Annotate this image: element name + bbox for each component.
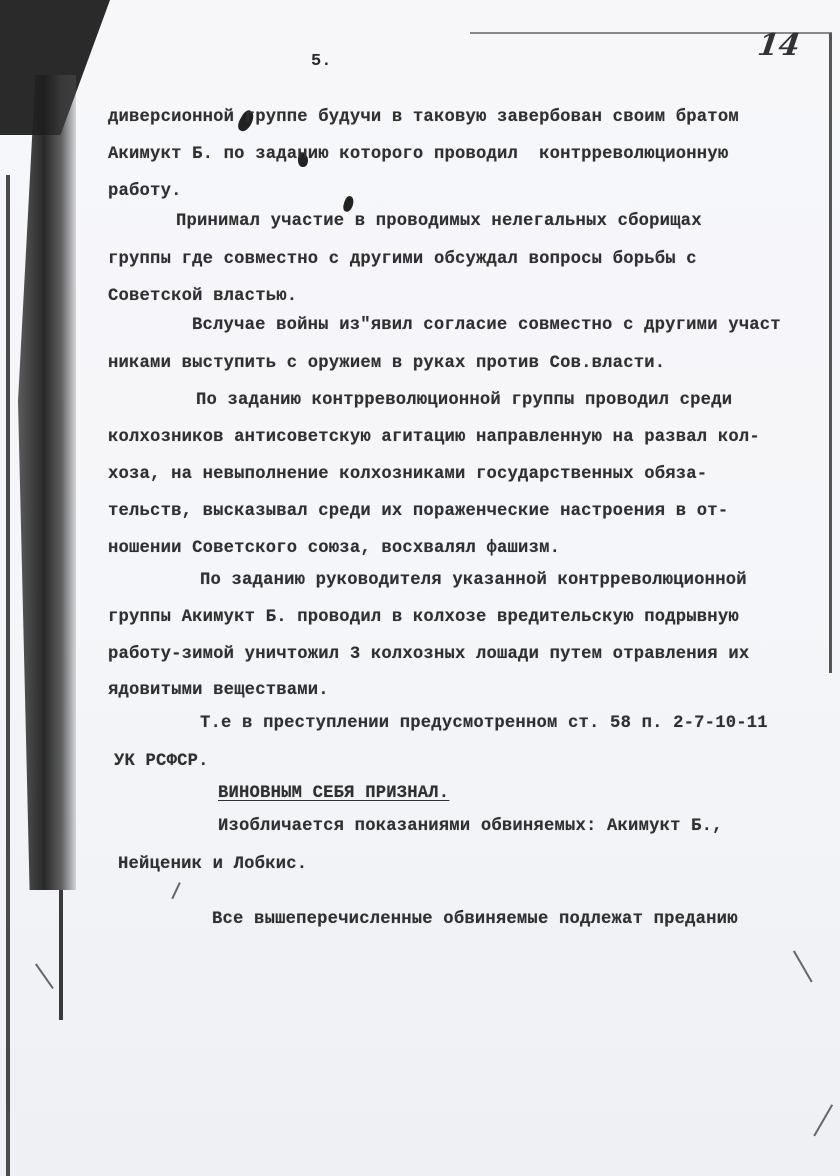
text-line: Все вышеперечисленные обвиняемые подлежат преданию <box>212 910 738 929</box>
text-line: Изобличается показаниями обвиняемых: Акимукт Б., <box>218 817 723 836</box>
text-line: Принимал участие в проводимых нелегальных сборищах <box>176 212 702 231</box>
text-line: ношении Советского союза, восхвалял фашизм. <box>108 539 561 558</box>
text-line: тельств, высказывал среди их пораженческие настроения в от- <box>108 502 729 521</box>
text-line: группы где совместно с другими обсуждал вопросы борьбы с <box>108 250 697 269</box>
scan-gutter-shadow <box>18 75 76 890</box>
archive-sheet-mark: 14 <box>755 28 803 63</box>
text-line: По заданию контрреволюционной группы проводил среди <box>196 391 733 410</box>
ink-blot <box>342 195 356 213</box>
scan-gutter-line <box>59 890 63 1020</box>
verdict-heading: ВИНОВНЫМ СЕБЯ ПРИЗНАЛ. <box>218 784 450 803</box>
text-line: диверсионной группе будучи в таковую завербован своим братом <box>108 108 739 127</box>
text-line: колхозников антисоветскую агитацию направленную на развал кол- <box>108 428 760 447</box>
scan-scratch <box>813 1104 832 1136</box>
text-line: работу. <box>108 182 182 201</box>
text-line: ядовитыми веществами. <box>108 681 329 700</box>
page-number: 5. <box>311 52 332 71</box>
text-line: По заданию руководителя указанной контрреволюционной <box>200 571 747 590</box>
text-line: никами выступить с оружием в руках против Сов.власти. <box>108 354 666 373</box>
text-line: работу-зимой уничтожил 3 колхозных лошади путем отравления их <box>108 645 750 664</box>
text-line: хоза, на невыполнение колхозниками государственных обяза- <box>108 465 708 484</box>
text-line: Акимукт Б. по заданию которого проводил контрреволюционную <box>108 145 729 164</box>
scan-scratch <box>171 882 180 899</box>
scan-left-edge <box>6 175 10 1176</box>
text-line: Вслучае войны из"явил согласие совместно с другими участ <box>192 316 781 335</box>
text-line: Нейценик и Лобкис. <box>118 855 308 874</box>
text-line: Советской властью. <box>108 287 298 306</box>
text-line: Т.е в преступлении предусмотренном ст. 58 п. 2-7-10-11 <box>200 714 768 733</box>
text-line: УК РСФСР. <box>114 752 209 771</box>
scan-scratch <box>793 950 812 982</box>
scan-right-border <box>829 33 832 673</box>
text-line: группы Акимукт Б. проводил в колхозе вредительскую подрывную <box>108 608 739 627</box>
scan-scratch <box>35 963 53 988</box>
